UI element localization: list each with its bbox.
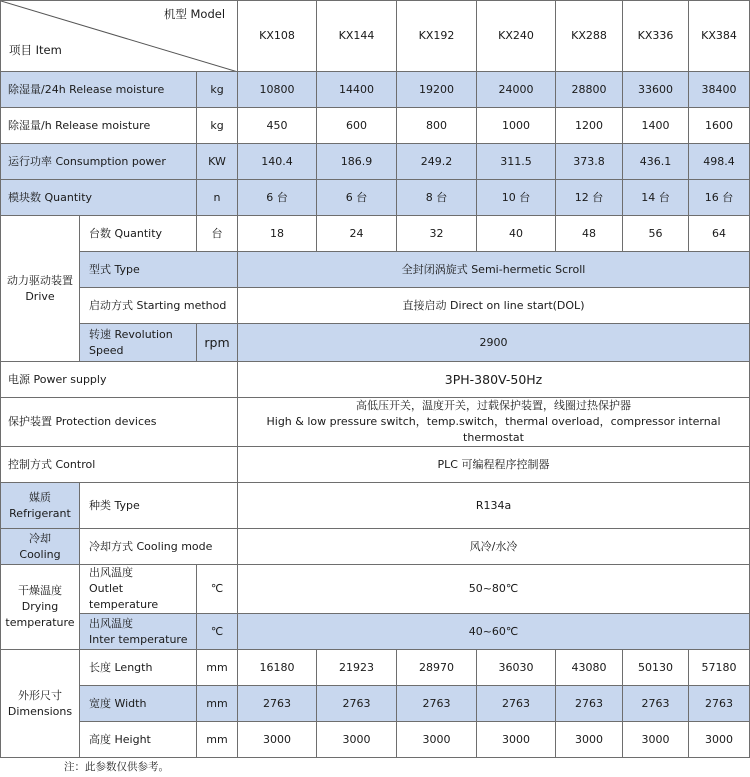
row-label bbox=[80, 324, 197, 362]
row-label: 启动方式 Starting method bbox=[80, 288, 238, 324]
value-cell: 21923 bbox=[317, 650, 397, 686]
value-cell: 43080 bbox=[556, 650, 623, 686]
table-row bbox=[1, 722, 750, 758]
value-cell: 1400 bbox=[623, 108, 689, 144]
model-header: KX108 bbox=[238, 1, 317, 72]
row-label: 型式 Type bbox=[80, 252, 238, 288]
table-row bbox=[1, 686, 750, 722]
row-label: 模块数 Quantity bbox=[1, 180, 197, 216]
unit-cell: mm bbox=[197, 722, 238, 758]
unit-cell: kg bbox=[197, 108, 238, 144]
group-label-refrigerant bbox=[1, 483, 80, 529]
table-row bbox=[1, 650, 750, 686]
value-cell: 3000 bbox=[623, 722, 689, 758]
table-row bbox=[1, 614, 750, 650]
value-cell: 800 bbox=[397, 108, 477, 144]
merged-value-cell: 50~80℃ bbox=[238, 565, 750, 614]
group-label-en: temperature bbox=[5, 616, 75, 629]
unit-cell: 台 bbox=[197, 216, 238, 252]
unit-cell: ℃ bbox=[197, 614, 238, 650]
unit-cell: rpm bbox=[197, 324, 238, 362]
model-header: KX144 bbox=[317, 1, 397, 72]
value-cell: 3000 bbox=[397, 722, 477, 758]
table-row bbox=[1, 180, 750, 216]
value-cell: 10800 bbox=[238, 72, 317, 108]
value-cell: 6 台 bbox=[238, 180, 317, 216]
value-cell: 1000 bbox=[477, 108, 556, 144]
group-label-cn: 外形尺寸 bbox=[18, 688, 62, 702]
value-cell: 57180 bbox=[689, 650, 750, 686]
value-cell: 450 bbox=[238, 108, 317, 144]
row-label: 种类 Type bbox=[80, 483, 238, 529]
merged-value-cell: 3PH-380V-50Hz bbox=[238, 362, 750, 398]
value-cell: 2763 bbox=[556, 686, 623, 722]
unit-cell: n bbox=[197, 180, 238, 216]
group-label-en: Drying bbox=[21, 600, 59, 613]
value-cell: 24000 bbox=[477, 72, 556, 108]
model-header: KX288 bbox=[556, 1, 623, 72]
value-cell: 12 台 bbox=[556, 180, 623, 216]
group-label-dimensions bbox=[1, 650, 80, 758]
value-cell: 1600 bbox=[689, 108, 750, 144]
value-cell: 3000 bbox=[556, 722, 623, 758]
header-row bbox=[1, 1, 750, 72]
value-cell: 2763 bbox=[397, 686, 477, 722]
item-label: 项目 Item bbox=[9, 43, 62, 57]
value-cell: 18 bbox=[238, 216, 317, 252]
unit-cell: ℃ bbox=[197, 565, 238, 614]
table-row bbox=[1, 108, 750, 144]
merged-value-cell: 2900 bbox=[238, 324, 750, 362]
value-cell: 2763 bbox=[689, 686, 750, 722]
table-row bbox=[1, 483, 750, 529]
row-label: 运行功率 Consumption power bbox=[1, 144, 197, 180]
row-label: 电源 Power supply bbox=[1, 362, 238, 398]
value-cell: 249.2 bbox=[397, 144, 477, 180]
table-row bbox=[1, 447, 750, 483]
row-label: 保护装置 Protection devices bbox=[1, 398, 238, 447]
value-cell: 14 台 bbox=[623, 180, 689, 216]
value-cell: 3000 bbox=[238, 722, 317, 758]
value-cell: 24 bbox=[317, 216, 397, 252]
row-label: 高度 Height bbox=[80, 722, 197, 758]
row-label: 台数 Quantity bbox=[80, 216, 197, 252]
model-header: KX192 bbox=[397, 1, 477, 72]
value-cell: 600 bbox=[317, 108, 397, 144]
group-label-en: Cooling bbox=[19, 547, 61, 561]
value-cell: 2763 bbox=[317, 686, 397, 722]
row-label: 除湿量/24h Release moisture bbox=[1, 72, 197, 108]
group-label-drying bbox=[1, 565, 80, 650]
value-line: High & low pressure switch，temp.switch，thermal overload，compressor internal thermostat bbox=[266, 415, 721, 444]
group-label-cn: 媒质 bbox=[29, 490, 51, 504]
table-row bbox=[1, 144, 750, 180]
table-row bbox=[1, 565, 750, 614]
group-label-cn: 干燥温度 bbox=[18, 584, 62, 597]
row-label bbox=[80, 614, 197, 650]
table-row bbox=[1, 529, 750, 565]
unit-cell: kg bbox=[197, 72, 238, 108]
value-cell: 38400 bbox=[689, 72, 750, 108]
table-row bbox=[1, 72, 750, 108]
table-row bbox=[1, 216, 750, 252]
value-cell: 2763 bbox=[623, 686, 689, 722]
value-cell: 2763 bbox=[238, 686, 317, 722]
unit-cell: mm bbox=[197, 650, 238, 686]
table-row bbox=[1, 362, 750, 398]
value-cell: 32 bbox=[397, 216, 477, 252]
value-cell: 3000 bbox=[689, 722, 750, 758]
footnote: 注：此参数仅供参考。 bbox=[64, 761, 169, 773]
table-row bbox=[1, 288, 750, 324]
value-cell: 16180 bbox=[238, 650, 317, 686]
value-cell: 311.5 bbox=[477, 144, 556, 180]
value-cell: 3000 bbox=[317, 722, 397, 758]
row-label: 控制方式 Control bbox=[1, 447, 238, 483]
value-cell: 19200 bbox=[397, 72, 477, 108]
value-cell: 56 bbox=[623, 216, 689, 252]
row-label-line: 转速 Revolution bbox=[89, 327, 173, 341]
merged-value-cell: 风冷/水冷 bbox=[238, 529, 750, 565]
row-label: 长度 Length bbox=[80, 650, 197, 686]
merged-value-cell: 直接启动 Direct on line start(DOL) bbox=[238, 288, 750, 324]
value-cell: 16 台 bbox=[689, 180, 750, 216]
model-header: KX336 bbox=[623, 1, 689, 72]
group-label-cn: 动力驱动装置 bbox=[7, 273, 73, 287]
unit-cell: KW bbox=[197, 144, 238, 180]
value-cell: 36030 bbox=[477, 650, 556, 686]
value-cell: 186.9 bbox=[317, 144, 397, 180]
row-label-line: Speed bbox=[89, 343, 124, 357]
value-cell: 28970 bbox=[397, 650, 477, 686]
row-label-line: Outlet temperature bbox=[89, 582, 159, 611]
model-header: KX240 bbox=[477, 1, 556, 72]
group-label-drive bbox=[1, 216, 80, 362]
value-cell: 33600 bbox=[623, 72, 689, 108]
group-label-en: Dimensions bbox=[7, 704, 73, 718]
merged-value-cell: R134a bbox=[238, 483, 750, 529]
model-label: 机型 Model bbox=[163, 7, 226, 21]
value-cell: 40 bbox=[477, 216, 556, 252]
value-cell: 48 bbox=[556, 216, 623, 252]
header-corner-cell bbox=[1, 1, 238, 72]
value-cell: 28800 bbox=[556, 72, 623, 108]
row-label-line: 出风温度 bbox=[89, 566, 133, 579]
group-label-cn: 冷却 bbox=[29, 531, 51, 545]
value-cell: 2763 bbox=[477, 686, 556, 722]
row-label bbox=[80, 565, 197, 614]
row-label-line: 出风温度 bbox=[89, 616, 133, 630]
row-label: 除湿量/h Release moisture bbox=[1, 108, 197, 144]
value-line: 高低压开关，温度开关，过载保护装置，线圈过热保护器 bbox=[356, 399, 632, 412]
value-cell: 140.4 bbox=[238, 144, 317, 180]
group-label-en: Drive bbox=[25, 289, 55, 303]
table-row bbox=[1, 398, 750, 447]
merged-value-cell bbox=[238, 398, 750, 447]
value-cell: 8 台 bbox=[397, 180, 477, 216]
group-label-cooling bbox=[1, 529, 80, 565]
merged-value-cell: PLC 可编程程序控制器 bbox=[238, 447, 750, 483]
value-cell: 50130 bbox=[623, 650, 689, 686]
model-header: KX384 bbox=[689, 1, 750, 72]
row-label-line: Inter temperature bbox=[89, 632, 188, 646]
value-cell: 436.1 bbox=[623, 144, 689, 180]
value-cell: 10 台 bbox=[477, 180, 556, 216]
table-row bbox=[1, 252, 750, 288]
value-cell: 6 台 bbox=[317, 180, 397, 216]
value-cell: 3000 bbox=[477, 722, 556, 758]
value-cell: 14400 bbox=[317, 72, 397, 108]
table-row bbox=[1, 324, 750, 362]
row-label: 冷却方式 Cooling mode bbox=[80, 529, 238, 565]
value-cell: 64 bbox=[689, 216, 750, 252]
value-cell: 373.8 bbox=[556, 144, 623, 180]
group-label-en: Refrigerant bbox=[9, 506, 71, 520]
value-cell: 1200 bbox=[556, 108, 623, 144]
value-cell: 498.4 bbox=[689, 144, 750, 180]
merged-value-cell: 全封闭涡旋式 Semi-hermetic Scroll bbox=[238, 252, 750, 288]
merged-value-cell: 40~60℃ bbox=[238, 614, 750, 650]
row-label: 宽度 Width bbox=[80, 686, 197, 722]
unit-cell: mm bbox=[197, 686, 238, 722]
